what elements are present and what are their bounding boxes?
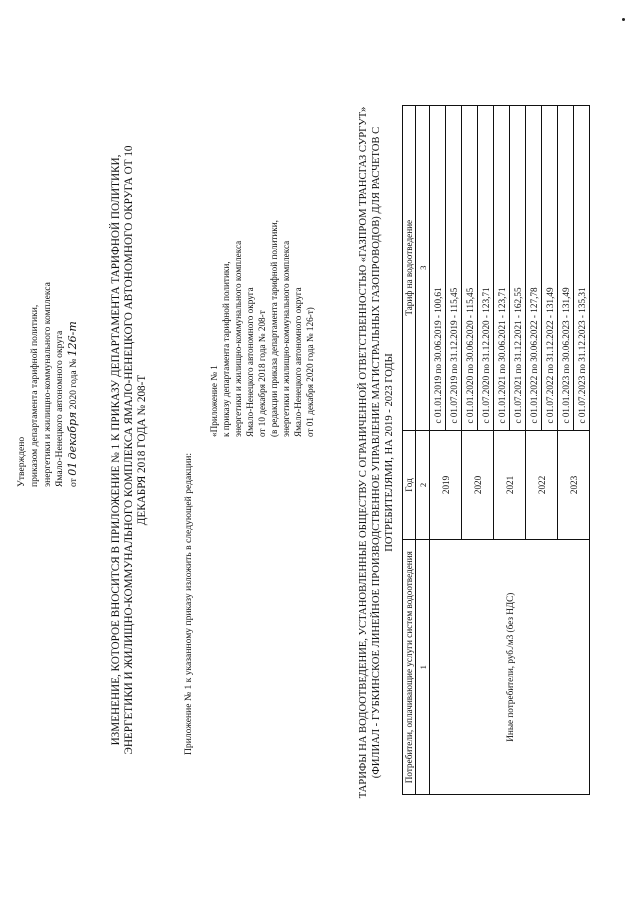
tariff-period: с 01.01.2019 по 30.06.2019 - 100,61 [430,106,446,431]
tariff-period: с 01.01.2020 по 30.06.2020 - 115,45 [462,106,478,431]
appendix-line: энергетики и жилищно-коммунального комплекса [233,240,243,437]
tariff-period: с 01.07.2022 по 31.12.2022 - 131,49 [542,106,558,431]
appendix-line: Ямало-Ненецкого автономного округа [245,287,255,437]
appendix-line: (в редакции приказа департамента тарифной политики, [269,220,279,437]
appendix-line: Ямало-Ненецкого автономного округа [293,287,303,437]
appendix-header [208,107,316,437]
document-heading: ИЗМЕНЕНИЕ, КОТОРОЕ ВНОСИТСЯ В ПРИЛОЖЕНИЕ № 1 К ПРИКАЗУ ДЕПАРТАМЕНТА ТАРИФНОЙ ПОЛИТИКИ, ЭНЕРГЕТИКИ И ЖИЛИЩНО-КОММУНАЛЬНОГО КОМПЛЕКСА ЯМАЛО-НЕНЕЦКОГО АВТОНОМНОГО ОКРУГА ОТ 10 ДЕКАБРЯ 2018 ГОДА № 208-Т [110,145,149,755]
date-prefix: от [68,478,80,487]
table-row [430,106,446,795]
approval-line: Утверждено [16,436,27,487]
approval-date [67,157,81,487]
tariff-table [402,105,590,795]
column-number: 1 [416,540,430,795]
tariff-period: с 01.07.2023 по 31.12.2023 - 135,31 [574,106,590,431]
date-prefix: от [305,428,315,437]
handwritten-month: декабря [66,411,80,460]
handwritten-month: декабря [305,384,315,415]
header-consumers: Потребители, оплачивающие услуги систем водоотведения [403,540,416,795]
column-number: 2 [416,430,430,540]
handwritten-day: 01 [66,461,80,476]
tariff-period: с 01.01.2021 по 30.06.2021 - 123,71 [494,106,510,431]
tariff-period: с 01.07.2019 по 31.12.2019 - 115,45 [446,106,462,431]
tariff-period: с 01.01.2022 по 30.06.2022 - 127,78 [526,106,542,431]
year-cell: 2022 [526,430,558,540]
table-header-row [403,106,416,795]
scan-speck [622,18,625,21]
header-year: Год [403,430,416,540]
year-cell: 2020 [462,430,494,540]
intro-text: Приложение № 1 к указанному приказу изложить в следующей редакции: [183,452,194,755]
year-cell: 2023 [558,430,590,540]
appendix-line: от 10 декабря 2018 года № 208-т [257,310,267,437]
approval-stamp [16,157,81,487]
closing-paren: ) [305,307,315,311]
tariff-period: с 01.07.2020 по 31.12.2020 - 123,71 [478,106,494,431]
appendix-line: «Приложение № 1 [209,365,219,437]
appendix-date [304,107,316,437]
header-tariff: Тариф на водоотведение [403,106,416,431]
column-number-row [416,106,430,795]
handwritten-day: 01 [305,417,315,427]
tariff-period: с 01.01.2023 по 30.06.2023 - 131,49 [558,106,574,431]
consumer-cell: Иные потребители, руб./м3 (без НДС) [430,540,590,795]
tariff-period: с 01.07.2021 по 31.12.2021 - 162,55 [510,106,526,431]
year-cell: 2021 [494,430,526,540]
year-cell: 2019 [430,430,462,540]
table-title: ТАРИФЫ НА ВОДООТВЕДЕНИЕ, УСТАНОВЛЕННЫЕ ОБЩЕСТВУ С ОГРАНИЧЕННОЙ ОТВЕТСТВЕННОСТЬЮ «ГАЗПРОМ ТРАНСГАЗ СУРГУТ» (ФИЛИАЛ - ГУБКИНСКОЕ ЛИНЕЙНОЕ ПРОИЗВОДСТВЕННОЕ УПРАВЛЕНИЕ МАГИСТРАЛЬНЫХ ГАЗОПРОВОДОВ) ДЛЯ РАСЧЕТОВ С ПОТРЕБИТЕЛЯМИ, НА 2019 - 2023 ГОДЫ [358,106,395,799]
approval-line: приказом департамента тарифной политики, [28,304,40,487]
approval-line: энергетики и жилищно-коммунального комплекса [41,282,53,487]
column-number: 3 [416,106,430,431]
handwritten-number: 126-т [305,310,315,332]
appendix-line: к приказу департамента тарифной политики, [221,261,231,437]
handwritten-number: 126-т [66,321,80,357]
appendix-line: энергетики и жилищно-коммунального комплекса [281,240,291,437]
date-year: 2020 года № [305,333,315,382]
date-year: 2020 года № [68,358,80,410]
approval-line: Ямало-Ненецкого автономного округа [54,330,66,487]
